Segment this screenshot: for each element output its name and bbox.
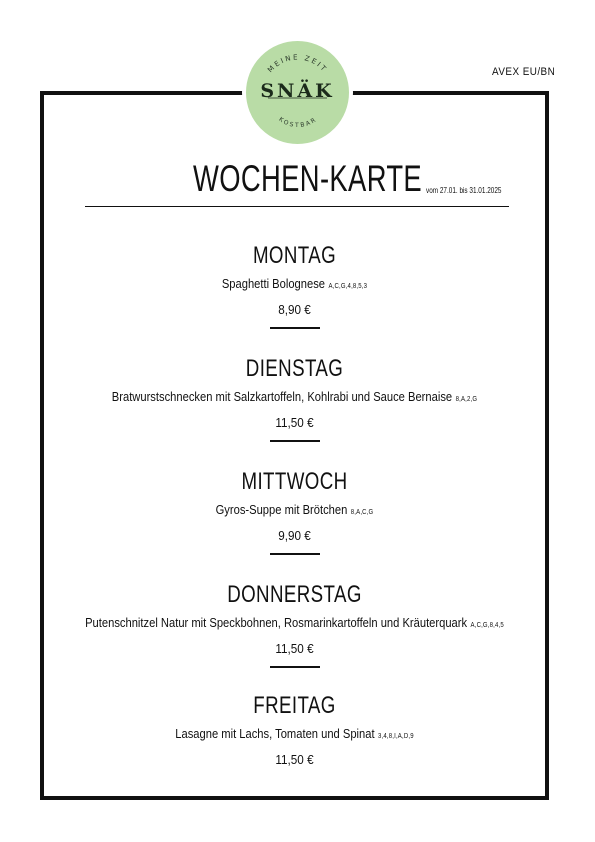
dish-name: Spaghetti Bolognese <box>221 276 326 291</box>
dish-price: 11,50 € <box>275 752 314 767</box>
dish-line <box>79 502 510 521</box>
dish-name: Gyros-Suppe mit Brötchen <box>215 502 348 517</box>
day-heading: MITTWOCH <box>241 468 348 495</box>
dish-line <box>79 615 510 634</box>
allergen-codes: 3,4,8,I,A,D,9 <box>378 733 414 740</box>
allergen-codes: 8,A,C,G <box>350 509 374 516</box>
corner-code: AVEX EU/BN <box>491 66 555 78</box>
day-section-thursday <box>44 581 545 668</box>
day-section-monday <box>44 242 545 329</box>
dish-price: 8,90 € <box>278 302 311 317</box>
title-divider <box>85 206 509 207</box>
dish-price: 11,50 € <box>275 415 314 430</box>
dish-price: 9,90 € <box>278 528 311 543</box>
svg-text:KOSTBAR <box>277 116 318 129</box>
logo-wordmark: SNÄK <box>260 80 335 102</box>
day-heading: DIENSTAG <box>245 355 344 382</box>
snaek-logo <box>242 37 353 148</box>
date-range: vom 27.01. bis 31.01.2025 <box>426 186 502 195</box>
day-heading: MONTAG <box>252 242 337 269</box>
logo-bottom-text: KOSTBAR <box>277 115 319 130</box>
svg-text:MEINE ZEIT <box>266 53 329 74</box>
page-title: WOCHEN-KARTE <box>193 158 423 199</box>
day-separator <box>270 327 320 329</box>
dish-line <box>79 389 510 408</box>
day-section-friday <box>44 692 545 768</box>
logo-top-text: MEINE ZEIT <box>266 53 329 75</box>
dish-name: Bratwurstschnecken mit Salzkartoffeln, Kohlrabi und Sauce Bernaise <box>111 389 453 404</box>
day-separator <box>270 440 320 442</box>
day-heading: DONNERSTAG <box>227 581 362 608</box>
dish-price: 11,50 € <box>275 641 314 656</box>
dish-name: Lasagne mit Lachs, Tomaten und Spinat <box>175 726 375 741</box>
day-section-wednesday <box>44 468 545 555</box>
dish-line <box>79 276 510 295</box>
allergen-codes: 8,A,2,G <box>455 396 478 403</box>
dish-line <box>79 726 510 745</box>
day-separator <box>270 553 320 555</box>
day-separator <box>270 666 320 668</box>
day-heading: FREITAG <box>253 692 336 719</box>
allergen-codes: A,C,G,4,8,5,3 <box>328 283 368 290</box>
dish-name: Putenschnitzel Natur mit Speckbohnen, Rosmarinkartoffeln und Kräuterquark <box>85 615 468 630</box>
day-section-tuesday <box>44 355 545 442</box>
allergen-codes: A,C,G,8,4,5 <box>470 622 504 629</box>
